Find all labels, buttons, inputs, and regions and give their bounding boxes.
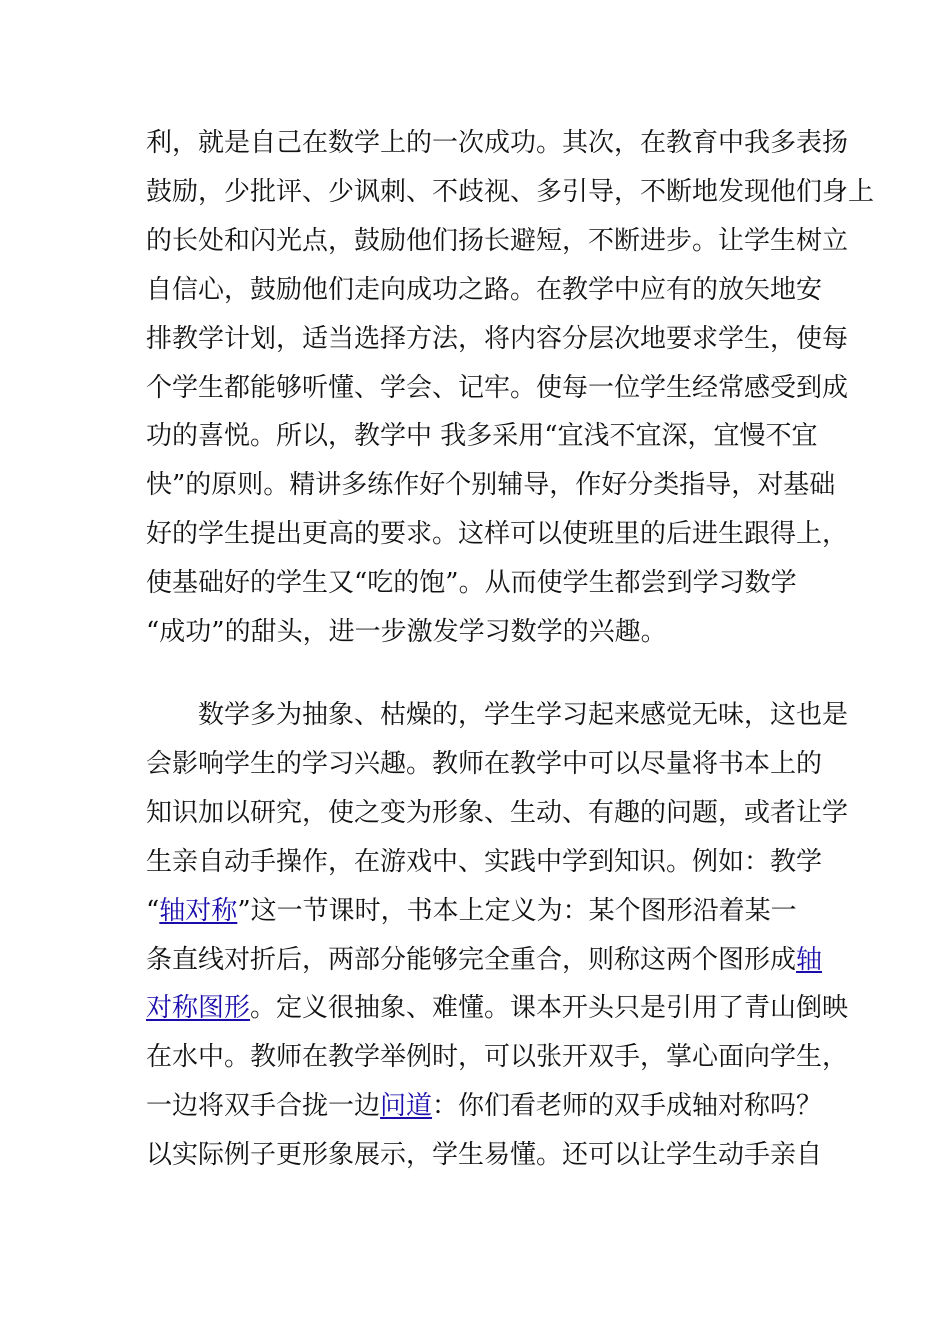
text-line [146, 749, 822, 779]
text-line [146, 896, 797, 926]
text-run: “ [146, 896, 160, 926]
text-run: 个学生都能够听懂、学会、记牢。使每一位学生经常感受到成 [146, 373, 849, 403]
text-line [146, 470, 835, 500]
text-line [146, 993, 848, 1023]
text-line [146, 847, 822, 877]
text-line [146, 421, 818, 451]
text-run: 一边将双手合拢一边 [146, 1091, 381, 1121]
text-run: 排教学计划，适当选择方法，将内容分层次地要求学生，使每 [146, 324, 849, 354]
text-line [146, 945, 822, 975]
text-line [146, 177, 874, 207]
hyperlink[interactable]: 轴对称 [159, 896, 238, 926]
text-line [146, 519, 848, 549]
text-line [146, 1042, 848, 1072]
text-run: 数学多为抽象、枯燥的，学生学习起来感觉无味，这也是 [146, 700, 849, 730]
text-run: 鼓励，少批评、少讽刺、不歧视、多引导，不断地发现他们身上 [146, 177, 875, 207]
text-run: 好的学生提出更高的要求。这样可以使班里的后进生跟得上， [146, 519, 849, 549]
text-run: 的长处和闪光点，鼓励他们扬长避短，不断进步。让学生树立 [146, 226, 849, 256]
text-run: 使基础好的学生又“吃的饱”。从而使学生都尝到学习数学 [146, 568, 797, 598]
text-run: 利，就是自己在数学上的一次成功。其次，在教育中我多表扬 [146, 128, 849, 158]
text-line [146, 226, 848, 256]
text-line [146, 128, 848, 158]
hyperlink[interactable]: 轴 [796, 945, 823, 975]
text-run: 快”的原则。精讲多练作好个别辅导，作好分类指导，对基础 [146, 470, 836, 500]
text-run: 在水中。教师在教学举例时，可以张开双手，掌心面向学生， [146, 1042, 849, 1072]
text-run: 会影响学生的学习兴趣。教师在教学中可以尽量将书本上的 [146, 749, 823, 779]
text-line [146, 1091, 822, 1121]
text-line [146, 568, 797, 598]
text-line [146, 324, 848, 354]
hyperlink[interactable]: 对称图形 [146, 993, 251, 1023]
text-run: ：你们看老师的双手成轴对称吗？ [432, 1091, 823, 1121]
text-run: 知识加以研究，使之变为形象、生动、有趣的问题，或者让学 [146, 798, 849, 828]
text-line [146, 700, 848, 730]
text-run: “成功”的甜头，进一步激发学习数学的兴趣。 [146, 617, 667, 647]
text-run: 生亲自动手操作，在游戏中、实践中学到知识。例如：教学 [146, 847, 823, 877]
text-line [146, 275, 822, 305]
text-run: 功的喜悦。所以，教学中 我多采用“宜浅不宜深，宜慢不宜 [146, 421, 818, 451]
hyperlink[interactable]: 问道 [380, 1091, 433, 1121]
text-line [146, 798, 848, 828]
text-run: ”这一节课时，书本上定义为：某个图形沿着某一 [237, 896, 797, 926]
text-line [146, 617, 667, 647]
text-line [146, 373, 848, 403]
text-line [146, 1140, 822, 1170]
text-run: 以实际例子更形象展示，学生易懂。还可以让学生动手亲自 [146, 1140, 823, 1170]
text-run: 条直线对折后，两部分能够完全重合，则称这两个图形成 [146, 945, 797, 975]
text-run: 。定义很抽象、难懂。课本开头只是引用了青山倒映 [250, 993, 849, 1023]
text-run: 自信心，鼓励他们走向成功之路。在教学中应有的放矢地安 [146, 275, 823, 305]
